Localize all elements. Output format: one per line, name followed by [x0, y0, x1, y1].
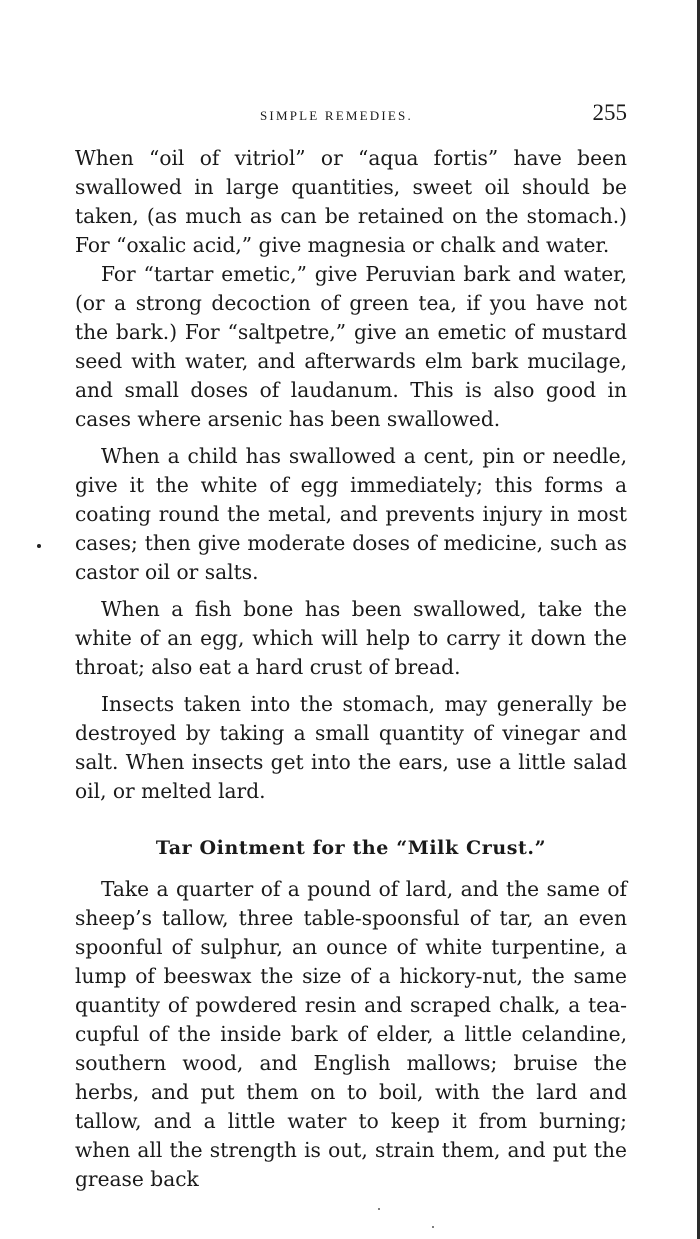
- section-heading: Tar Ointment for the “Milk Crust.”: [155, 837, 547, 859]
- paragraph-fish-bone: When a fish bone has been swallowed, take the white of an egg, which will help to carry it down the throat; also eat a hard crust of bread.: [75, 597, 627, 679]
- paragraph-swallowed-cent: When a child has swallowed a cent, pin or needle, give it the white of egg immediately; this forms a coating round the metal, and prevents injury in most cases; then give moderate doses of medicine, such as castor oil or salts.: [75, 444, 627, 584]
- page-number: 255: [592, 100, 627, 125]
- paragraph-insects: Insects taken into the stomach, may generally be destroyed by taking a small quantity of vinegar and salt. When insects get into the ears, use a little salad oil, or melted lard.: [75, 692, 627, 803]
- book-page: [75, 100, 627, 1194]
- foot-mark: [432, 1226, 434, 1228]
- paragraph-vitriol: When “oil of vitriol” or “aqua fortis” have been swallowed in large quantities, sweet oil should be taken, (as much as can be retained on the stomach.) For “oxalic acid,” give magnesia or chalk and water.: [75, 146, 627, 257]
- foot-mark: [378, 1208, 380, 1210]
- paragraph-tartar-emetic: For “tartar emetic,” give Peruvian bark and water, (or a strong decoction of green tea, if you have not the bark.) For “saltpetre,” give an emetic of mustard seed with water, and afterwards elm bark mucilage, and small doses of laudanum. This is also good in cases where arsenic has been swallowed.: [75, 262, 627, 431]
- running-title: SIMPLE REMEDIES.: [260, 108, 413, 123]
- paragraph-tar-ointment: Take a quarter of a pound of lard, and the same of sheep’s tallow, three table-spoonsful of tar, an even spoonful of sulphur, an ounce of white turpentine, a lump of beeswax the size of a hickory-nut, the same quantity of powdered resin and scraped chalk, a tea-cupful of the inside bark of elder, a little celandine, southern wood, and English mallows; bruise the herbs, and put them on to boil, with the lard and tallow, and a little water to keep it from burning; when all the strength is out, strain them, and put the grease back: [75, 877, 627, 1191]
- running-header: [75, 100, 627, 134]
- margin-mark: [37, 544, 41, 548]
